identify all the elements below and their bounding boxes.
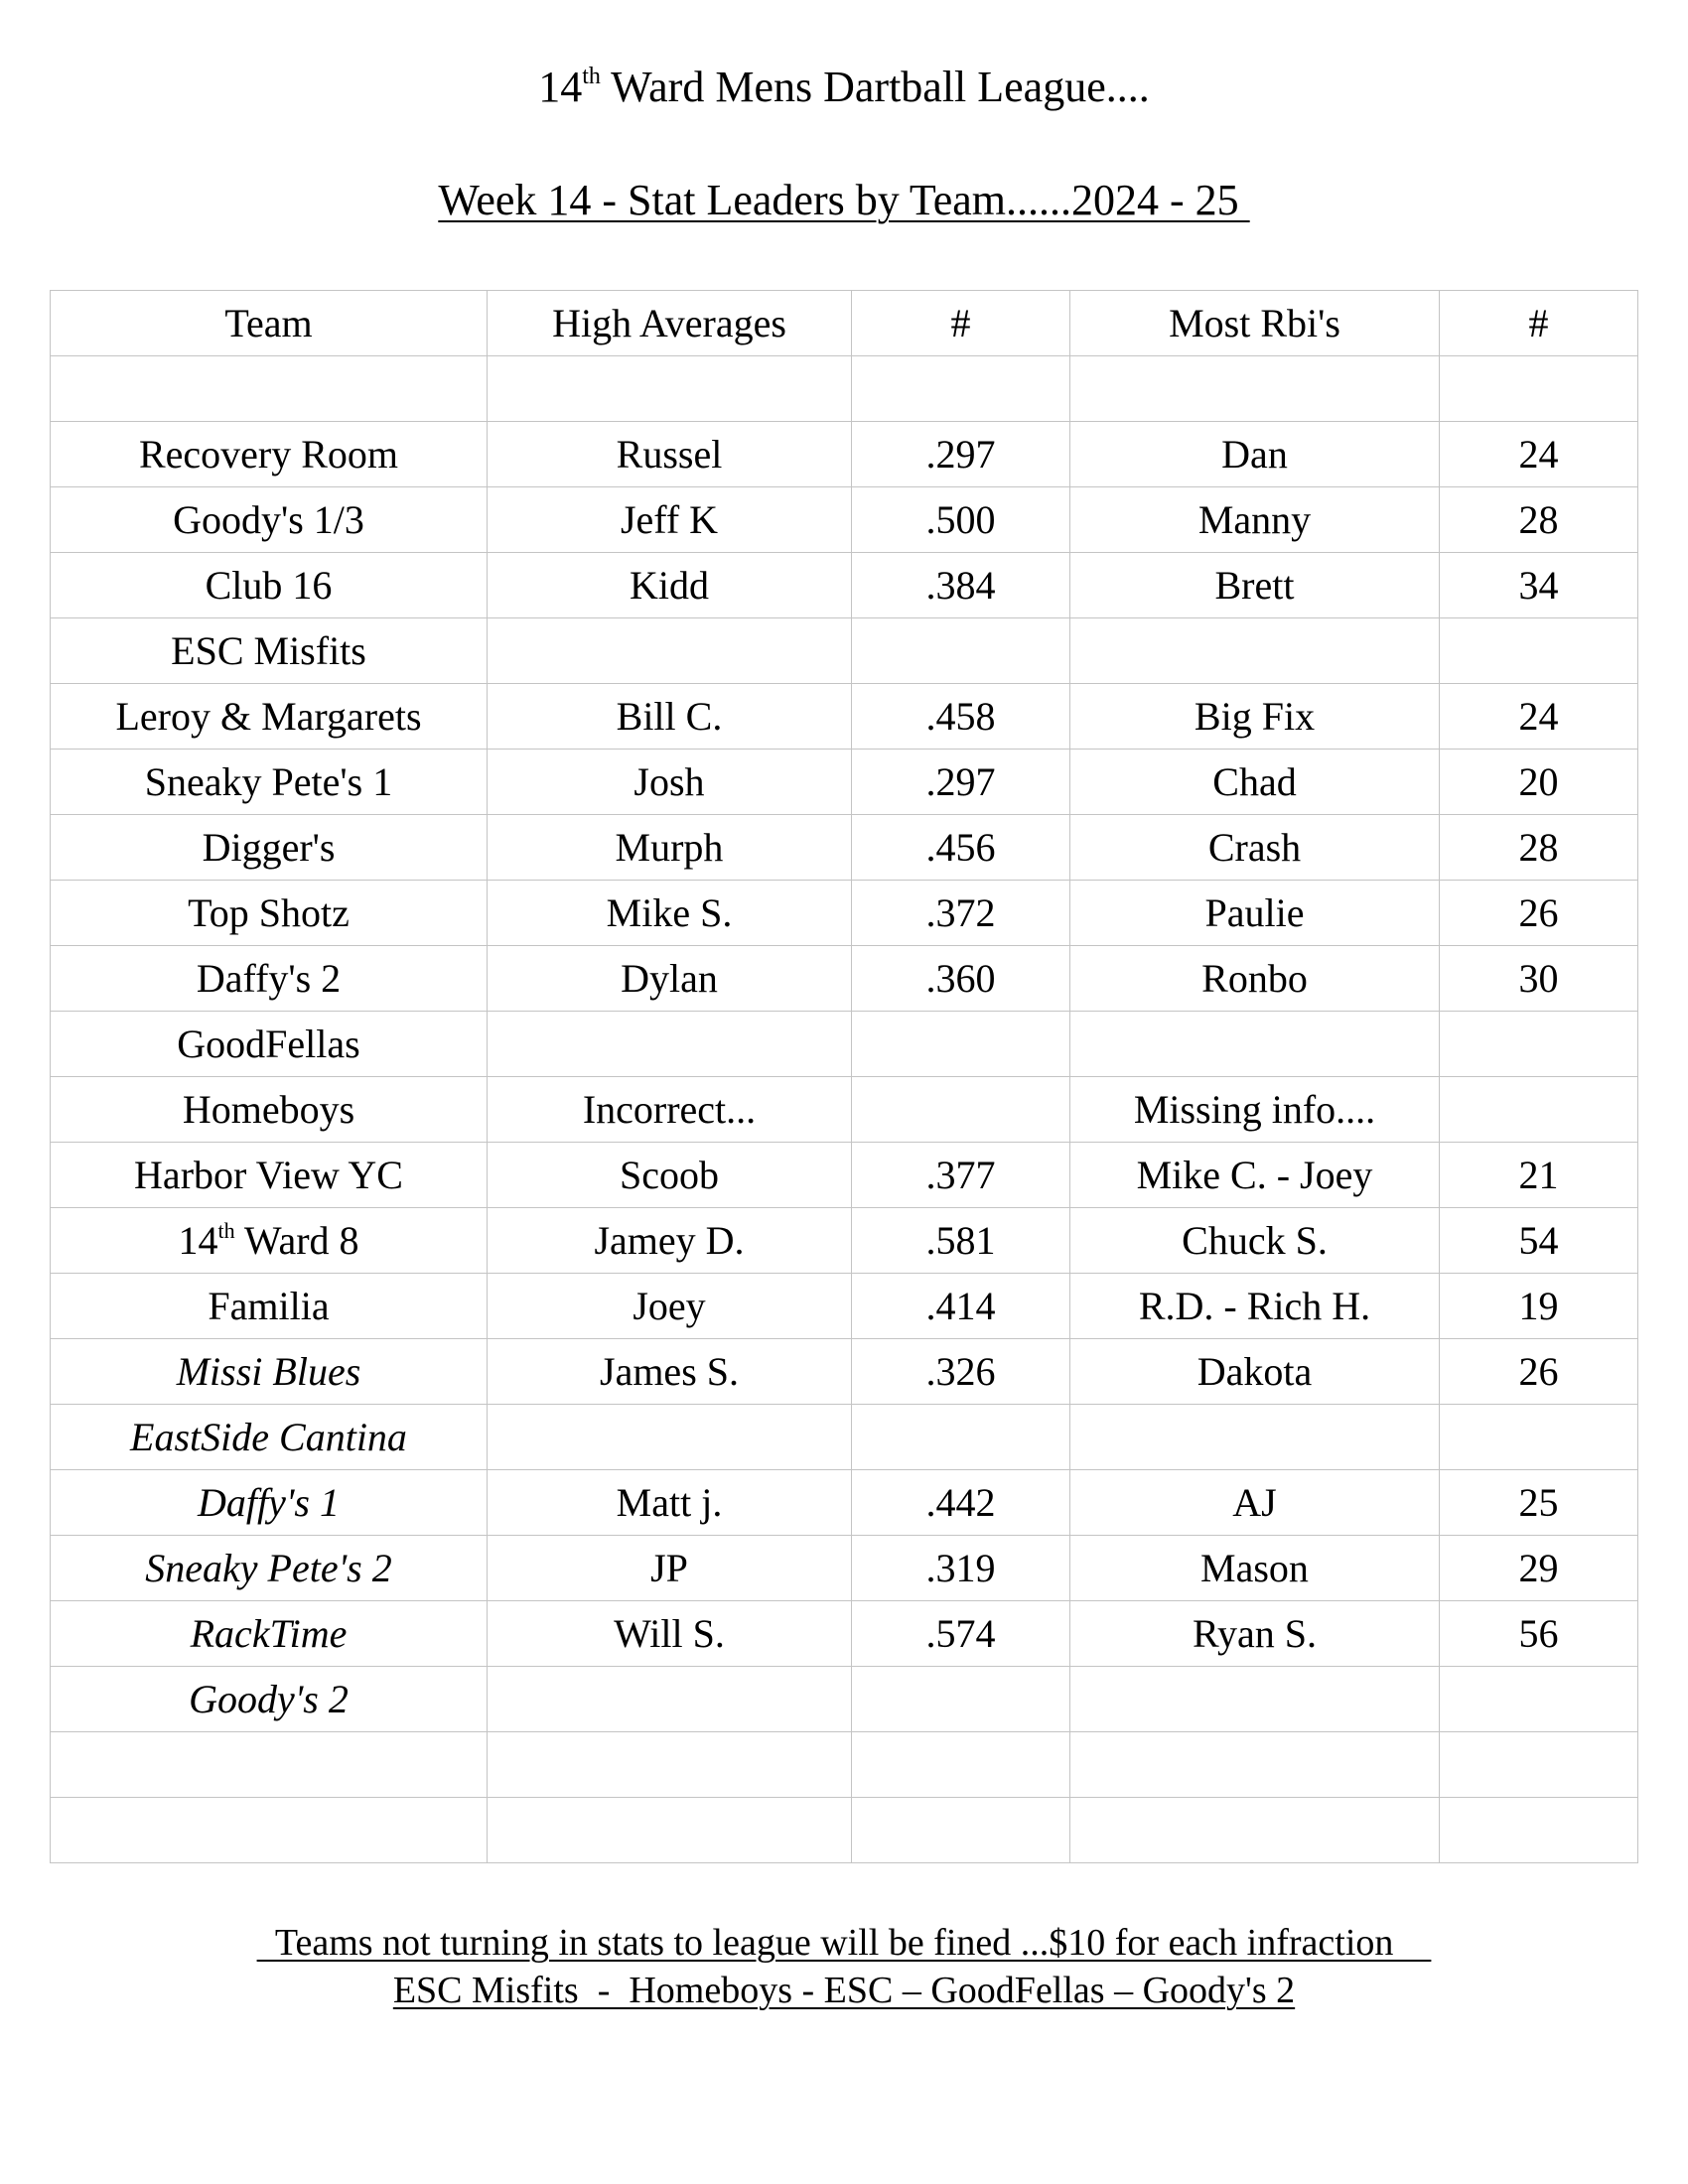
most-rbi-value-cell: 30: [1440, 946, 1638, 1012]
team-name: EastSide Cantina: [130, 1414, 407, 1459]
team-cell: [51, 1601, 488, 1667]
table-row: [51, 815, 1638, 881]
high-average-value-cell: [852, 1667, 1070, 1732]
team-name: Sneaky Pete's 1: [144, 758, 393, 804]
team-name-superscript: th: [217, 1217, 235, 1243]
most-rbi-player-cell: Chad: [1070, 750, 1440, 815]
team-name: ESC Misfits: [171, 627, 366, 673]
missing-teams-text: ESC Misfits - Homeboys - ESC – GoodFellas – Goody's 2: [392, 1970, 1296, 2011]
fine-notice: [0, 1920, 1688, 1966]
column-header-most-rbis: Most Rbi's: [1070, 291, 1440, 356]
most-rbi-player-cell: Mason: [1070, 1536, 1440, 1601]
most-rbi-value-cell: 24: [1440, 422, 1638, 487]
team-cell: [51, 487, 488, 553]
most-rbi-player-cell: AJ: [1070, 1470, 1440, 1536]
high-average-value-cell: .500: [852, 487, 1070, 553]
table-row: [51, 946, 1638, 1012]
missing-teams-line: [0, 1968, 1688, 2013]
table-row: [51, 750, 1638, 815]
page-title: [0, 62, 1688, 113]
most-rbi-value-cell: 20: [1440, 750, 1638, 815]
team-cell: [51, 1077, 488, 1143]
table-row: [51, 1667, 1638, 1732]
table-row: [51, 553, 1638, 618]
column-header-team: Team: [51, 291, 488, 356]
team-name: Club 16: [205, 562, 333, 608]
high-average-player-cell: James S.: [488, 1339, 852, 1405]
team-cell: [51, 553, 488, 618]
high-average-player-cell: Scoob: [488, 1143, 852, 1208]
title-number: 14: [538, 63, 583, 111]
most-rbi-value-cell: [1440, 1732, 1638, 1798]
most-rbi-player-cell: Missing info....: [1070, 1077, 1440, 1143]
team-name: RackTime: [190, 1610, 348, 1656]
table-row: [51, 422, 1638, 487]
team-name: Familia: [208, 1283, 330, 1328]
high-average-player-cell: [488, 1732, 852, 1798]
most-rbi-value-cell: [1440, 618, 1638, 684]
most-rbi-player-cell: [1070, 1798, 1440, 1863]
table-row: [51, 684, 1638, 750]
high-average-value-cell: .574: [852, 1601, 1070, 1667]
most-rbi-player-cell: Manny: [1070, 487, 1440, 553]
high-average-value-cell: .414: [852, 1274, 1070, 1339]
title-superscript: th: [582, 64, 601, 89]
high-average-player-cell: Murph: [488, 815, 852, 881]
most-rbi-player-cell: [1070, 1667, 1440, 1732]
high-average-value-cell: [852, 1077, 1070, 1143]
most-rbi-player-cell: R.D. - Rich H.: [1070, 1274, 1440, 1339]
high-average-player-cell: Mike S.: [488, 881, 852, 946]
title-text: Ward Mens Dartball League....: [600, 63, 1150, 111]
table-row: [51, 1339, 1638, 1405]
high-average-player-cell: Will S.: [488, 1601, 852, 1667]
most-rbi-value-cell: 26: [1440, 881, 1638, 946]
team-cell: [51, 1208, 488, 1274]
table-row: [51, 1536, 1638, 1601]
table-row: [51, 1143, 1638, 1208]
table-body: [51, 356, 1638, 1863]
table-row: [51, 1274, 1638, 1339]
high-average-value-cell: .297: [852, 422, 1070, 487]
team-cell: [51, 1339, 488, 1405]
team-cell: [51, 422, 488, 487]
most-rbi-player-cell: Crash: [1070, 815, 1440, 881]
high-average-value-cell: .372: [852, 881, 1070, 946]
most-rbi-player-cell: Ronbo: [1070, 946, 1440, 1012]
team-cell: [51, 1667, 488, 1732]
high-average-player-cell: Joey: [488, 1274, 852, 1339]
high-average-value-cell: .377: [852, 1143, 1070, 1208]
high-average-value-cell: .297: [852, 750, 1070, 815]
team-cell: [51, 1274, 488, 1339]
stat-leaders-table: [50, 290, 1638, 1863]
team-cell: [51, 881, 488, 946]
table-row: [51, 1470, 1638, 1536]
team-cell: [51, 1732, 488, 1798]
most-rbi-value-cell: 24: [1440, 684, 1638, 750]
column-header-average-number: #: [852, 291, 1070, 356]
high-average-player-cell: [488, 1405, 852, 1470]
most-rbi-value-cell: 26: [1440, 1339, 1638, 1405]
most-rbi-value-cell: [1440, 1667, 1638, 1732]
team-name: GoodFellas: [177, 1021, 360, 1066]
team-cell: [51, 356, 488, 422]
high-average-player-cell: Josh: [488, 750, 852, 815]
subtitle-text: Week 14 - Stat Leaders by Team......2024 - 25: [438, 176, 1250, 224]
team-cell: [51, 1143, 488, 1208]
high-average-player-cell: [488, 618, 852, 684]
high-average-value-cell: .456: [852, 815, 1070, 881]
team-cell: [51, 815, 488, 881]
most-rbi-value-cell: [1440, 1405, 1638, 1470]
most-rbi-value-cell: 29: [1440, 1536, 1638, 1601]
table-row: [51, 881, 1638, 946]
most-rbi-value-cell: [1440, 356, 1638, 422]
fine-notice-text: Teams not turning in stats to league will be fined ...$10 for each infraction: [256, 1922, 1432, 1964]
high-average-player-cell: JP: [488, 1536, 852, 1601]
team-cell: [51, 684, 488, 750]
team-cell: [51, 1798, 488, 1863]
team-name: Recovery Room: [138, 431, 399, 477]
table-row: [51, 1405, 1638, 1470]
page-subtitle: [0, 175, 1688, 226]
team-name: Leroy & Margarets: [115, 693, 422, 739]
team-name: 14: [178, 1217, 218, 1263]
team-cell: [51, 1405, 488, 1470]
team-name: Harbor View YC: [134, 1152, 403, 1197]
table-row: [51, 1798, 1638, 1863]
most-rbi-value-cell: 19: [1440, 1274, 1638, 1339]
table-row: [51, 1732, 1638, 1798]
team-cell: [51, 946, 488, 1012]
most-rbi-player-cell: Ryan S.: [1070, 1601, 1440, 1667]
most-rbi-player-cell: Chuck S.: [1070, 1208, 1440, 1274]
most-rbi-player-cell: [1070, 618, 1440, 684]
table-row: [51, 1012, 1638, 1077]
most-rbi-value-cell: [1440, 1012, 1638, 1077]
most-rbi-player-cell: Dakota: [1070, 1339, 1440, 1405]
high-average-player-cell: [488, 1012, 852, 1077]
high-average-value-cell: [852, 356, 1070, 422]
most-rbi-value-cell: 34: [1440, 553, 1638, 618]
high-average-player-cell: Jamey D.: [488, 1208, 852, 1274]
high-average-value-cell: .360: [852, 946, 1070, 1012]
team-name: Digger's: [202, 824, 336, 870]
most-rbi-player-cell: Mike C. - Joey: [1070, 1143, 1440, 1208]
team-name: Goody's 2: [189, 1676, 349, 1721]
table-row: [51, 356, 1638, 422]
most-rbi-player-cell: [1070, 1732, 1440, 1798]
high-average-value-cell: [852, 1798, 1070, 1863]
high-average-player-cell: Kidd: [488, 553, 852, 618]
high-average-value-cell: [852, 1405, 1070, 1470]
most-rbi-value-cell: [1440, 1798, 1638, 1863]
most-rbi-value-cell: 54: [1440, 1208, 1638, 1274]
high-average-player-cell: [488, 356, 852, 422]
high-average-value-cell: .319: [852, 1536, 1070, 1601]
most-rbi-value-cell: 56: [1440, 1601, 1638, 1667]
most-rbi-player-cell: [1070, 1405, 1440, 1470]
high-average-player-cell: Matt j.: [488, 1470, 852, 1536]
most-rbi-player-cell: [1070, 356, 1440, 422]
high-average-player-cell: Jeff K: [488, 487, 852, 553]
column-header-high-averages: High Averages: [488, 291, 852, 356]
most-rbi-player-cell: Paulie: [1070, 881, 1440, 946]
most-rbi-value-cell: 25: [1440, 1470, 1638, 1536]
high-average-player-cell: Dylan: [488, 946, 852, 1012]
table-row: [51, 1601, 1638, 1667]
team-cell: [51, 618, 488, 684]
team-name: Daffy's 1: [198, 1479, 340, 1525]
column-header-rbi-number: #: [1440, 291, 1638, 356]
table-header-row: [51, 291, 1638, 356]
table-row: [51, 1208, 1638, 1274]
most-rbi-value-cell: 28: [1440, 815, 1638, 881]
high-average-player-cell: Russel: [488, 422, 852, 487]
high-average-player-cell: [488, 1667, 852, 1732]
team-name: Daffy's 2: [196, 955, 342, 1001]
high-average-value-cell: [852, 1012, 1070, 1077]
team-cell: [51, 1536, 488, 1601]
table-row: [51, 487, 1638, 553]
high-average-value-cell: .581: [852, 1208, 1070, 1274]
team-name: Missi Blues: [176, 1348, 361, 1394]
most-rbi-value-cell: 21: [1440, 1143, 1638, 1208]
team-name: Sneaky Pete's 2: [145, 1545, 392, 1590]
high-average-player-cell: Bill C.: [488, 684, 852, 750]
team-name: Goody's 1/3: [173, 496, 364, 542]
most-rbi-value-cell: 28: [1440, 487, 1638, 553]
table-row: [51, 618, 1638, 684]
high-average-value-cell: .384: [852, 553, 1070, 618]
high-average-value-cell: [852, 618, 1070, 684]
team-cell: [51, 750, 488, 815]
team-name: Homeboys: [182, 1086, 355, 1132]
high-average-value-cell: .458: [852, 684, 1070, 750]
high-average-player-cell: [488, 1798, 852, 1863]
table-row: [51, 1077, 1638, 1143]
team-name: Top Shotz: [188, 889, 350, 935]
high-average-value-cell: [852, 1732, 1070, 1798]
team-name-suffix: Ward 8: [234, 1217, 359, 1263]
high-average-value-cell: .326: [852, 1339, 1070, 1405]
most-rbi-player-cell: Big Fix: [1070, 684, 1440, 750]
most-rbi-value-cell: [1440, 1077, 1638, 1143]
most-rbi-player-cell: Dan: [1070, 422, 1440, 487]
most-rbi-player-cell: Brett: [1070, 553, 1440, 618]
team-cell: [51, 1012, 488, 1077]
most-rbi-player-cell: [1070, 1012, 1440, 1077]
high-average-player-cell: Incorrect...: [488, 1077, 852, 1143]
high-average-value-cell: .442: [852, 1470, 1070, 1536]
team-cell: [51, 1470, 488, 1536]
